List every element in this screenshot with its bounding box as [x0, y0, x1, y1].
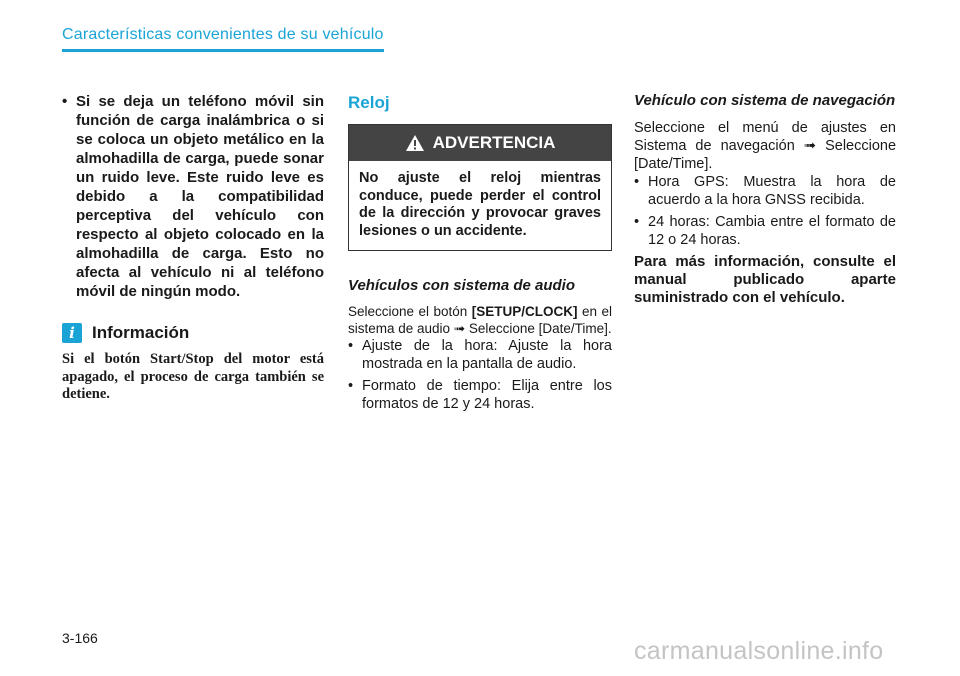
warning-box	[348, 124, 612, 251]
column-left	[62, 92, 324, 404]
navigation-instructions	[634, 119, 896, 173]
arrow-right-icon: ➟	[453, 321, 466, 336]
header-underline	[62, 49, 384, 52]
nav-text-post: Seleccione [Date/Time].	[634, 138, 897, 172]
nav-text-pre: Seleccione el menú de ajustes en Sistema de navegación	[634, 120, 896, 154]
page-number: 3-166	[62, 630, 98, 646]
arrow-right-icon: ➟	[803, 138, 817, 154]
charging-notes-list	[62, 92, 324, 301]
navigation-options-list	[634, 173, 896, 249]
navigation-system-title: Vehículo con sistema de navegación	[634, 92, 896, 109]
section-title-clock: Reloj	[348, 93, 390, 112]
warning-header	[349, 125, 611, 161]
audio-options-list	[348, 337, 612, 413]
column-middle	[348, 92, 612, 417]
audio-instructions	[348, 303, 612, 337]
audio-text-pre: Seleccione el botón	[348, 304, 472, 319]
warning-title: ADVERTENCIA	[432, 133, 556, 152]
warning-triangle-icon	[405, 134, 425, 152]
info-text: Si el botón Start/Stop del motor está apagado, el proceso de carga también se detiene.	[62, 351, 324, 402]
list-item: • 24 horas: Cambia entre el formato de 12 o 24 horas.	[634, 213, 896, 249]
audio-text-mid: en el sistema de audio	[348, 304, 612, 336]
audio-text-post: Seleccione [Date/Time].	[465, 321, 612, 336]
list-item: • Si se deja un teléfono móvil sin función de carga inalámbrica o si se coloca un objeto metálico en la almohadilla de carga, puede sonar un ruido leve. Este ruido leve es debido a la compatibilidad perceptiva del vehículo con respecto al objeto colocado en la almohadilla de carga. Esto no afecta al vehículo ni al teléfono móvil de ningún modo.	[62, 92, 324, 301]
column-right	[634, 92, 896, 307]
audio-system-title: Vehículos con sistema de audio	[348, 277, 576, 294]
warning-text: No ajuste el reloj mientras conduce, puede perder el control de la dirección y provocar graves lesiones o un accidente.	[359, 170, 601, 239]
info-title: Información	[92, 323, 190, 342]
info-icon: i	[62, 323, 82, 343]
more-info-note: Para más información, consulte el manual publicado aparte suministrado con el vehículo.	[634, 253, 896, 306]
watermark-text: carmanualsonline.info	[634, 637, 884, 665]
list-item: • Hora GPS: Muestra la hora de acuerdo a la hora GNSS recibida.	[634, 173, 896, 209]
info-header	[62, 323, 324, 343]
list-item: • Formato de tiempo: Elija entre los formatos de 12 y 24 horas.	[348, 377, 612, 413]
list-item: • Ajuste de la hora: Ajuste la hora mostrada en la pantalla de audio.	[348, 337, 612, 373]
setup-clock-label: [SETUP/CLOCK]	[471, 304, 578, 319]
page-header-title: Características convenientes de su vehículo	[62, 26, 384, 43]
